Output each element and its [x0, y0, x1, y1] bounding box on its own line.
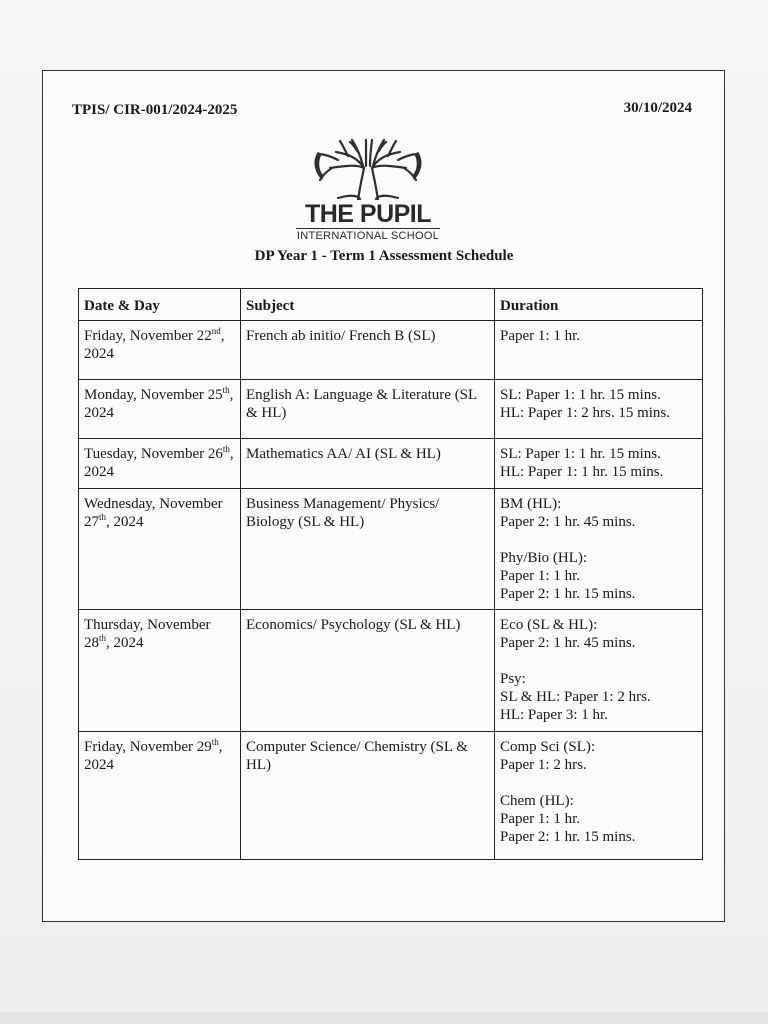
table-row [79, 321, 703, 380]
table-row [79, 732, 703, 860]
table-row [79, 489, 703, 610]
date-cell: Wednesday, November 27th, 2024 [79, 489, 241, 610]
duration-cell: Paper 1: 1 hr. [495, 321, 703, 380]
duration-cell: BM (HL): Paper 2: 1 hr. 45 mins. Phy/Bio (HL): Paper 1: 1 hr. Paper 2: 1 hr. 15 mins. [495, 489, 703, 610]
school-subtitle: INTERNATIONAL SCHOOL [296, 230, 440, 242]
subject-cell: Computer Science/ Chemistry (SL & HL) [241, 732, 495, 860]
date-cell: Friday, November 29th, 2024 [79, 732, 241, 860]
table-row [79, 380, 703, 439]
date-cell: Thursday, November 28th, 2024 [79, 610, 241, 732]
circular-date: 30/10/2024 [623, 100, 692, 116]
date-cell: Tuesday, November 26th, 2024 [79, 439, 241, 489]
subject-cell: English A: Language & Literature (SL & HL) [241, 380, 495, 439]
school-logo [288, 138, 448, 244]
header-date-day: Date & Day [79, 289, 241, 321]
table-header-row [79, 289, 703, 321]
circular-reference: TPIS/ CIR-001/2024-2025 [72, 102, 238, 118]
duration-cell: Eco (SL & HL): Paper 2: 1 hr. 45 mins. Psy: SL & HL: Paper 1: 2 hrs. HL: Paper 3: 1 hr. [495, 610, 703, 732]
header-subject: Subject [241, 289, 495, 321]
surface-edge [0, 1012, 768, 1024]
school-name: THE PUPIL [304, 200, 432, 228]
subject-cell: Economics/ Psychology (SL & HL) [241, 610, 495, 732]
subject-cell: French ab initio/ French B (SL) [241, 321, 495, 380]
duration-cell: SL: Paper 1: 1 hr. 15 mins. HL: Paper 1: 1 hr. 15 mins. [495, 439, 703, 489]
date-cell: Friday, November 22nd, 2024 [79, 321, 241, 380]
date-cell: Monday, November 25th, 2024 [79, 380, 241, 439]
table-row [79, 610, 703, 732]
subject-cell: Business Management/ Physics/ Biology (SL & HL) [241, 489, 495, 610]
duration-cell: SL: Paper 1: 1 hr. 15 mins. HL: Paper 1: 2 hrs. 15 mins. [495, 380, 703, 439]
header-duration: Duration [495, 289, 703, 321]
assessment-schedule-table [78, 288, 703, 860]
schedule-title: DP Year 1 - Term 1 Assessment Schedule [254, 248, 514, 264]
tree-icon [308, 138, 428, 200]
duration-cell: Comp Sci (SL): Paper 1: 2 hrs. Chem (HL): Paper 1: 1 hr. Paper 2: 1 hr. 15 mins. [495, 732, 703, 860]
table-row [79, 439, 703, 489]
subject-cell: Mathematics AA/ AI (SL & HL) [241, 439, 495, 489]
